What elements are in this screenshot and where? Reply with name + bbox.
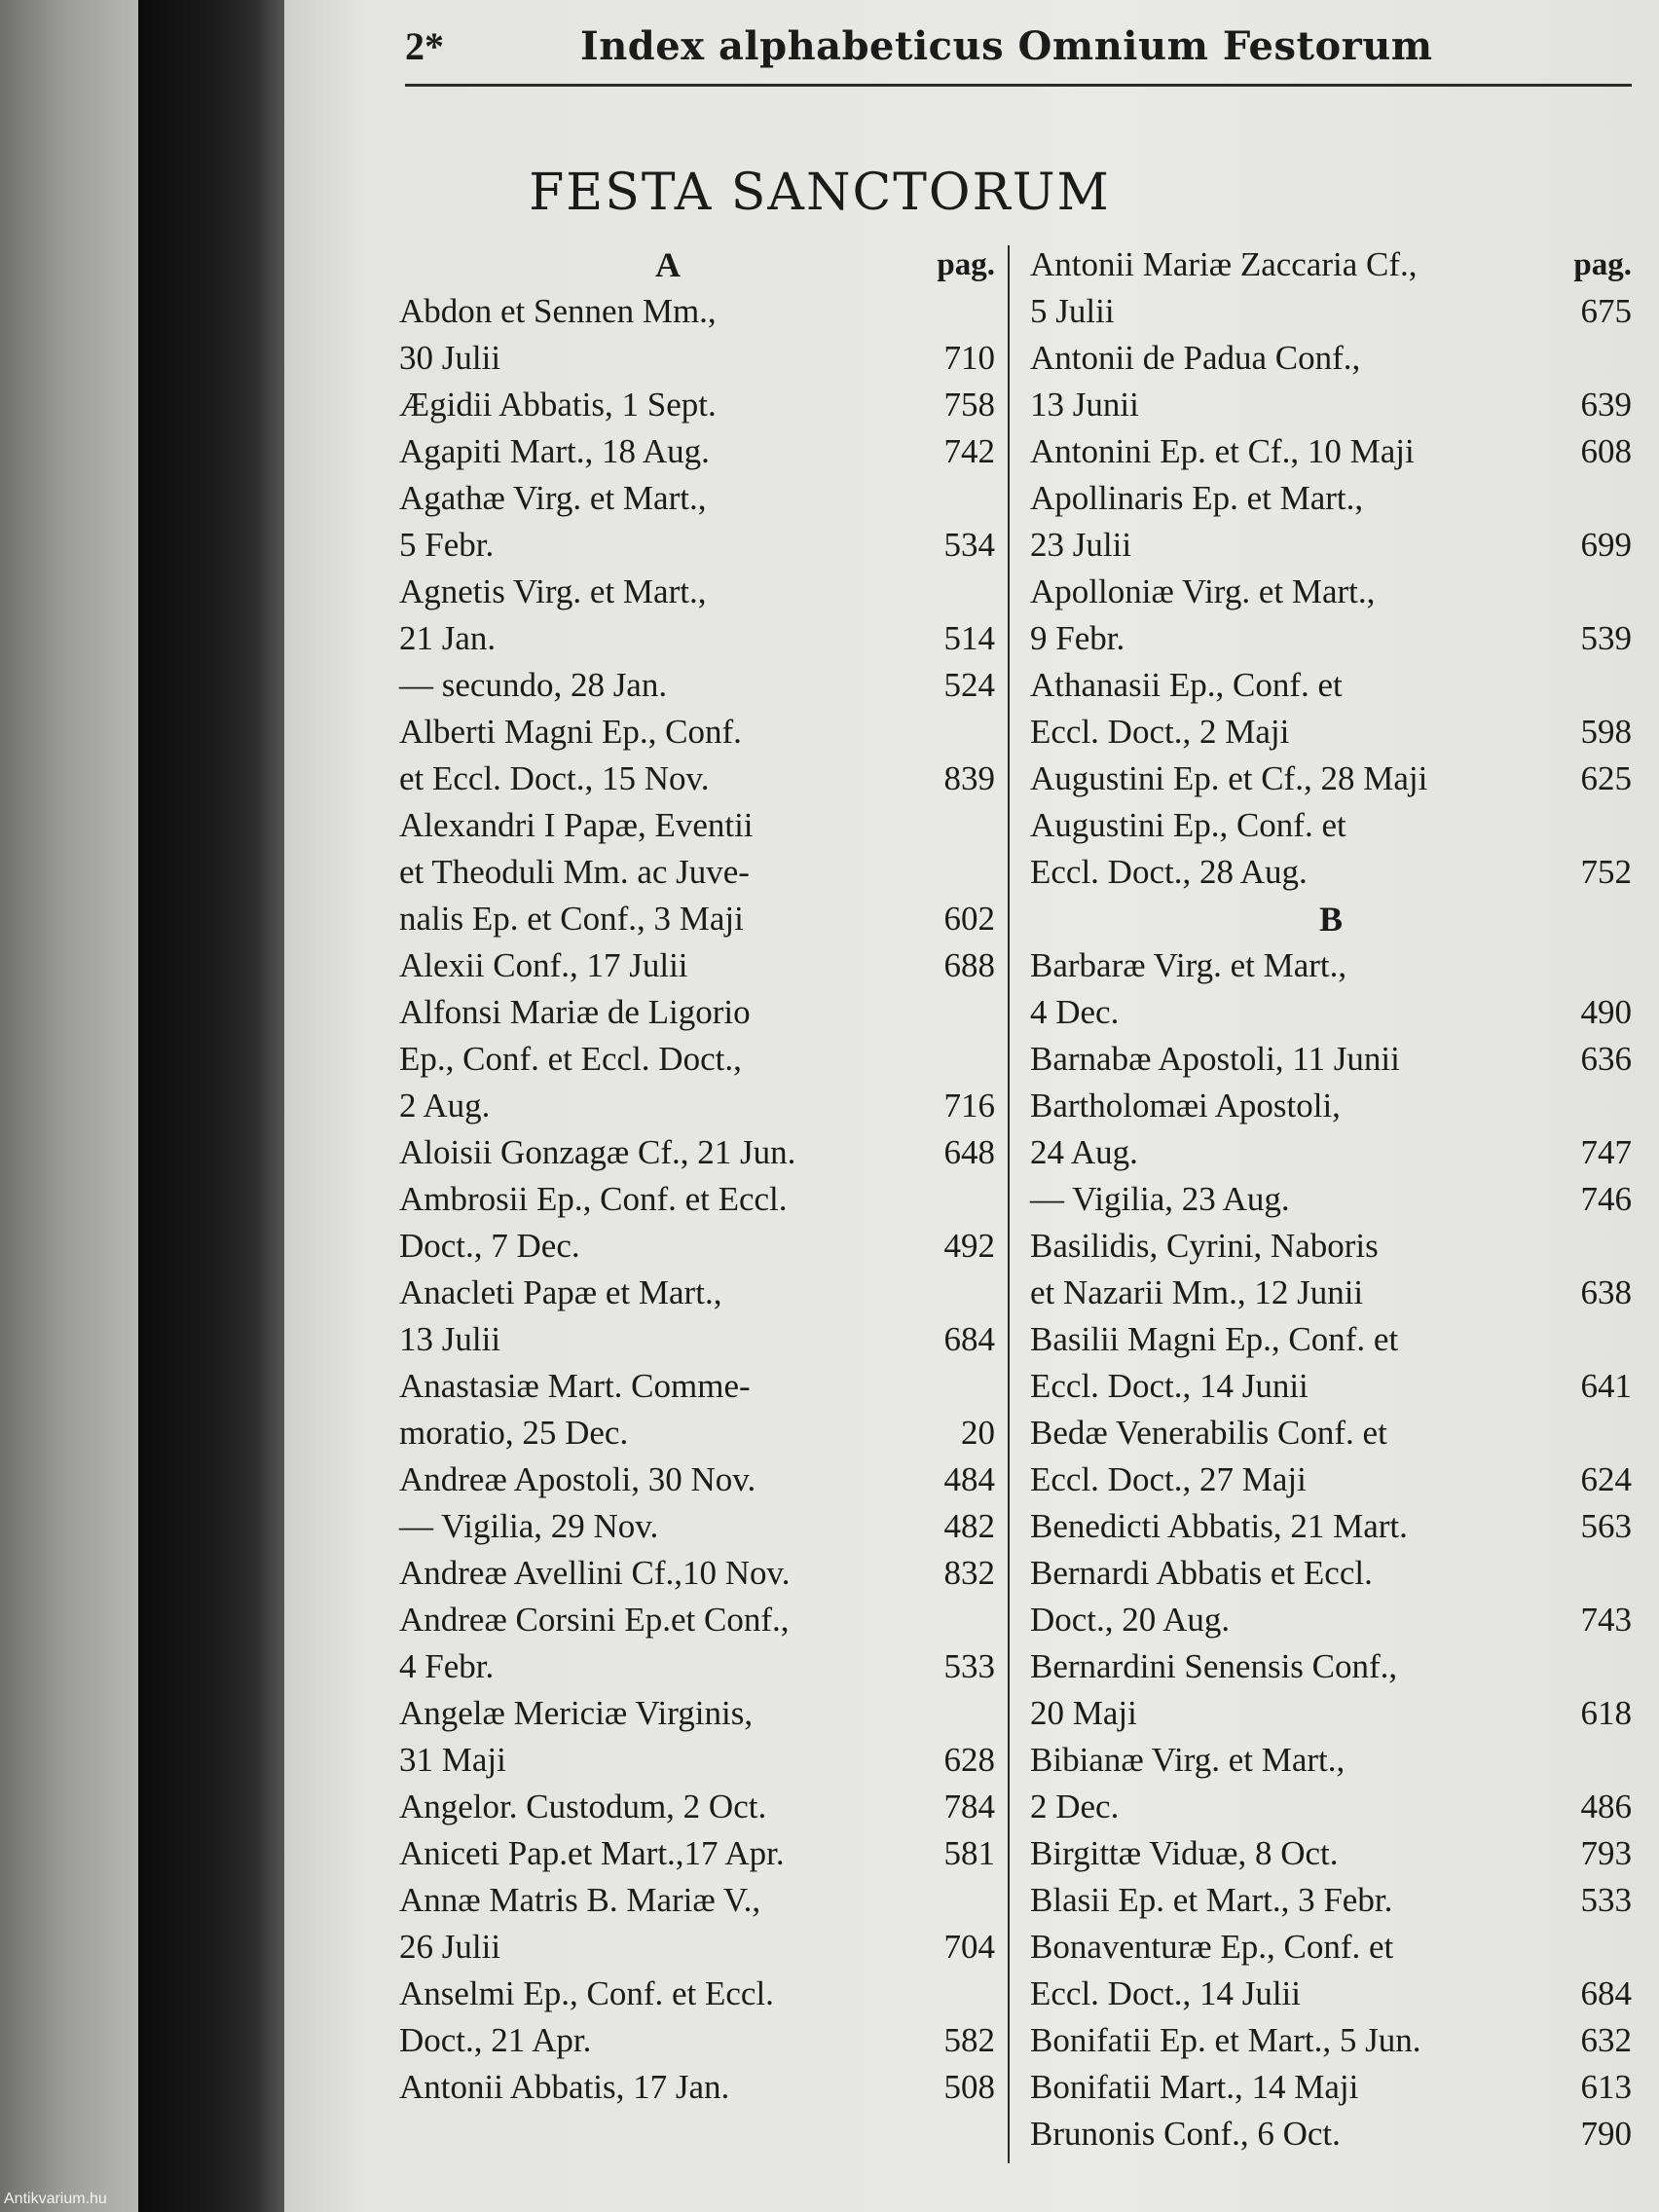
entry-text: Blasii Ep. et Mart., 3 Febr. [1030, 1881, 1393, 1919]
entry-page-number: 484 [943, 1460, 995, 1498]
entry-text: Apollinaris Ep. et Mart., 23 Julii [1030, 479, 1364, 564]
entry-text: Benedicti Abbatis, 21 Mart. [1030, 1507, 1408, 1545]
entry-page-number: 534 [943, 526, 995, 564]
entry-page-number: 613 [1580, 2068, 1632, 2106]
watermark: Antikvarium.hu [4, 2191, 107, 2207]
index-entry [1030, 1316, 1632, 1410]
index-entry [399, 989, 995, 1129]
entry-text: Alfonsi Mariæ de Ligorio Ep., Conf. et Eccl. Doct., 2 Aug. [399, 993, 751, 1124]
index-entry [1030, 2111, 1632, 2157]
right-column [1030, 241, 1632, 2157]
entry-text: Bernardini Senensis Conf., 20 Maji [1030, 1647, 1398, 1732]
entry-text: Andreæ Avellini Cf.,10 Nov. [399, 1554, 791, 1592]
entry-page-number: 539 [1580, 619, 1632, 657]
pag-label-right: pag. [1573, 247, 1632, 282]
entry-page-number: 563 [1580, 1507, 1632, 1545]
index-entry [399, 1690, 995, 1784]
right-entry-list-b [1030, 942, 1632, 2157]
index-entry [399, 1270, 995, 1363]
entry-text: Alexii Conf., 17 Julii [399, 946, 688, 984]
entry-text: Angelor. Custodum, 2 Oct. [399, 1788, 767, 1825]
entry-text: Aniceti Pap.et Mart.,17 Apr. [399, 1834, 785, 1872]
index-entry [399, 1784, 995, 1830]
index-entry [1030, 1550, 1632, 1643]
entry-page-number: 648 [943, 1133, 995, 1171]
entry-text: Andreæ Corsini Ep.et Conf., 4 Febr. [399, 1601, 790, 1685]
index-entry [399, 1830, 995, 1877]
index-entry [399, 1456, 995, 1503]
index-entry [1030, 1036, 1632, 1083]
entry-text: Birgittæ Viduæ, 8 Oct. [1030, 1834, 1339, 1872]
entry-text: Augustini Ep., Conf. et Eccl. Doct., 28 Aug. [1030, 806, 1346, 891]
index-entry [1030, 662, 1632, 756]
entry-page-number: 628 [943, 1741, 995, 1779]
index-entry [1030, 942, 1632, 1036]
entry-page-number: 675 [1580, 292, 1632, 330]
index-entry [399, 1597, 995, 1690]
index-entry [1030, 428, 1632, 475]
left-column-head [399, 241, 995, 288]
index-entry [399, 1503, 995, 1550]
entry-page-number: 699 [1580, 526, 1632, 564]
entry-page-number: 492 [943, 1227, 995, 1265]
entry-text: Abdon et Sennen Mm., 30 Julii [399, 292, 717, 377]
entry-page-number: 20 [961, 1414, 995, 1452]
entry-page-number: 641 [1580, 1367, 1632, 1405]
entry-text: Basilidis, Cyrini, Naboris et Nazarii Mm., 12 Junii [1030, 1227, 1379, 1311]
entry-page-number: 602 [943, 900, 995, 938]
entry-text: — Vigilia, 29 Nov. [399, 1507, 659, 1545]
entry-text: Augustini Ep. et Cf., 28 Maji [1030, 759, 1428, 797]
book-spine [138, 0, 284, 2212]
entry-page-number: 514 [943, 619, 995, 657]
entry-page-number: 486 [1580, 1788, 1632, 1825]
index-entry [399, 709, 995, 802]
entry-page-number: 716 [943, 1087, 995, 1124]
index-entry [399, 1363, 995, 1456]
entry-text: Antonii Abbatis, 17 Jan. [399, 2068, 730, 2106]
entry-page-number: 684 [1580, 1974, 1632, 2012]
entry-text: Bonifatii Mart., 14 Maji [1030, 2068, 1359, 2106]
entry-page-number: 747 [1580, 1133, 1632, 1171]
index-entry [399, 1176, 995, 1270]
entry-text: Barnabæ Apostoli, 11 Junii [1030, 1040, 1400, 1078]
entry-text: Bartholomæi Apostoli, 24 Aug. [1030, 1087, 1341, 1171]
entry-page-number: 790 [1580, 2115, 1632, 2153]
entry-text: Bonifatii Ep. et Mart., 5 Jun. [1030, 2021, 1421, 2059]
index-entry [1030, 335, 1632, 428]
entry-text: Antonii de Padua Conf., 13 Junii [1030, 339, 1361, 424]
entry-text: Agnetis Virg. et Mart., 21 Jan. [399, 572, 707, 657]
entry-text: Barbaræ Virg. et Mart., 4 Dec. [1030, 946, 1347, 1031]
right-entry-list-a [1030, 335, 1632, 896]
entry-page-number: 490 [1580, 993, 1632, 1031]
entry-text: — secundo, 28 Jan. [399, 666, 668, 704]
entry-text: Athanasii Ep., Conf. et Eccl. Doct., 2 Maji [1030, 666, 1343, 751]
entry-page-number: 582 [943, 2021, 995, 2059]
entry-page-number: 636 [1580, 1040, 1632, 1078]
index-entry [1030, 1176, 1632, 1223]
index-entry [1030, 1083, 1632, 1176]
letter-heading-a: A [655, 245, 681, 284]
index-entry [1030, 1503, 1632, 1550]
column-divider [1008, 245, 1010, 2163]
entry-page-number: 581 [943, 1834, 995, 1872]
entry-page-number: 684 [943, 1320, 995, 1358]
index-entry [1030, 1737, 1632, 1830]
right-first-entry [1030, 241, 1632, 335]
index-entry [1030, 1223, 1632, 1316]
entry-text: Anacleti Papæ et Mart., 13 Julii [399, 1273, 722, 1358]
entry-page-number: 839 [943, 759, 995, 797]
entry-page-number: 746 [1580, 1180, 1632, 1218]
entry-page-number: 742 [943, 432, 995, 470]
entry-page-number: 632 [1580, 2021, 1632, 2059]
index-entry [399, 1877, 995, 1971]
index-entry [1030, 1410, 1632, 1503]
entry-text: Anselmi Ep., Conf. et Eccl. Doct., 21 Apr. [399, 1974, 774, 2059]
index-entry [1030, 241, 1632, 335]
entry-page-number: 752 [1580, 853, 1632, 891]
entry-text: Bernardi Abbatis et Eccl. Doct., 20 Aug. [1030, 1554, 1373, 1639]
index-entry [1030, 756, 1632, 802]
entry-page-number: 508 [943, 2068, 995, 2106]
entry-text: Andreæ Apostoli, 30 Nov. [399, 1460, 756, 1498]
entry-text: Apolloniæ Virg. et Mart., 9 Febr. [1030, 572, 1376, 657]
entry-text: Angelæ Mericiæ Virginis, 31 Maji [399, 1694, 754, 1779]
entry-text: Agathæ Virg. et Mart., 5 Febr. [399, 479, 707, 564]
left-entry-list [399, 288, 995, 2111]
index-entry [1030, 1643, 1632, 1737]
entry-text: Bonaventuræ Ep., Conf. et Eccl. Doct., 14 Julii [1030, 1928, 1394, 2012]
index-entry [1030, 802, 1632, 896]
entry-page-number: 688 [943, 946, 995, 984]
entry-text: Antonini Ep. et Cf., 10 Maji [1030, 432, 1415, 470]
entry-page-number: 639 [1580, 386, 1632, 424]
index-entry [399, 1971, 995, 2064]
entry-text: Bibianæ Virg. et Mart., 2 Dec. [1030, 1741, 1346, 1825]
entry-text: Anastasiæ Mart. Comme- moratio, 25 Dec. [399, 1367, 751, 1452]
header-rule [405, 84, 1632, 87]
index-entry [399, 802, 995, 942]
entry-page-number: 832 [943, 1554, 995, 1592]
running-head [405, 21, 1632, 88]
entry-page-number: 618 [1580, 1694, 1632, 1732]
index-entry [399, 428, 995, 475]
running-title: Index alphabeticus Omnium Festorum [580, 23, 1433, 69]
entry-text: Alexandri I Papæ, Eventii et Theoduli Mm. ac Juve- nalis Ep. et Conf., 3 Maji [399, 806, 754, 938]
entry-page-number: 533 [1580, 1881, 1632, 1919]
entry-text: Bedæ Venerabilis Conf. et Eccl. Doct., 27 Maji [1030, 1414, 1387, 1498]
index-entry [399, 662, 995, 709]
entry-page-number: 524 [943, 666, 995, 704]
entry-text: Annæ Matris B. Mariæ V., 26 Julii [399, 1881, 761, 1966]
entry-page-number: 533 [943, 1647, 995, 1685]
index-entry [399, 2064, 995, 2111]
entry-page-number: 482 [943, 1507, 995, 1545]
page-number: 2* [405, 24, 444, 68]
index-entry [399, 475, 995, 569]
entry-page-number: 710 [943, 339, 995, 377]
entry-text: Brunonis Conf., 6 Oct. [1030, 2115, 1341, 2153]
letter-heading-b: B [1318, 900, 1343, 939]
entry-text: Ambrosii Ep., Conf. et Eccl. Doct., 7 Dec. [399, 1180, 788, 1265]
index-entry [399, 288, 995, 382]
pag-label: pag. [937, 247, 995, 282]
entry-text: Agapiti Mart., 18 Aug. [399, 432, 710, 470]
entry-page-number: 758 [943, 386, 995, 424]
entry-text: Alberti Magni Ep., Conf. et Eccl. Doct., 15 Nov. [399, 713, 742, 797]
entry-text: Antonii Mariæ Zaccaria Cf., 5 Julii [1030, 245, 1418, 330]
entry-text: Basilii Magni Ep., Conf. et Eccl. Doct., 14 Junii [1030, 1320, 1399, 1405]
entry-page-number: 784 [943, 1788, 995, 1825]
entry-page-number: 743 [1580, 1601, 1632, 1639]
entry-page-number: 608 [1580, 432, 1632, 470]
index-entry [399, 1550, 995, 1597]
entry-text: Ægidii Abbatis, 1 Sept. [399, 386, 717, 424]
index-entry [1030, 2064, 1632, 2111]
index-entry [1030, 1830, 1632, 1877]
entry-page-number: 793 [1580, 1834, 1632, 1872]
index-entry [399, 382, 995, 428]
index-entry [399, 1129, 995, 1176]
index-entry [1030, 2017, 1632, 2064]
index-page [284, 0, 1659, 2212]
right-letter-head [1030, 896, 1632, 942]
index-entry [399, 569, 995, 662]
index-entry [1030, 1924, 1632, 2017]
section-title: FESTA SANCTORUM [529, 164, 1111, 222]
index-entry [1030, 1877, 1632, 1924]
index-entry [1030, 475, 1632, 569]
entry-page-number: 625 [1580, 759, 1632, 797]
left-column [399, 241, 995, 2111]
index-entry [399, 942, 995, 989]
entry-page-number: 624 [1580, 1460, 1632, 1498]
entry-page-number: 704 [943, 1928, 995, 1966]
entry-page-number: 598 [1580, 713, 1632, 751]
facing-page-edge [0, 0, 146, 2212]
entry-text: Aloisii Gonzagæ Cf., 21 Jun. [399, 1133, 796, 1171]
index-entry [1030, 569, 1632, 662]
entry-text: — Vigilia, 23 Aug. [1030, 1180, 1290, 1218]
entry-page-number: 638 [1580, 1273, 1632, 1311]
